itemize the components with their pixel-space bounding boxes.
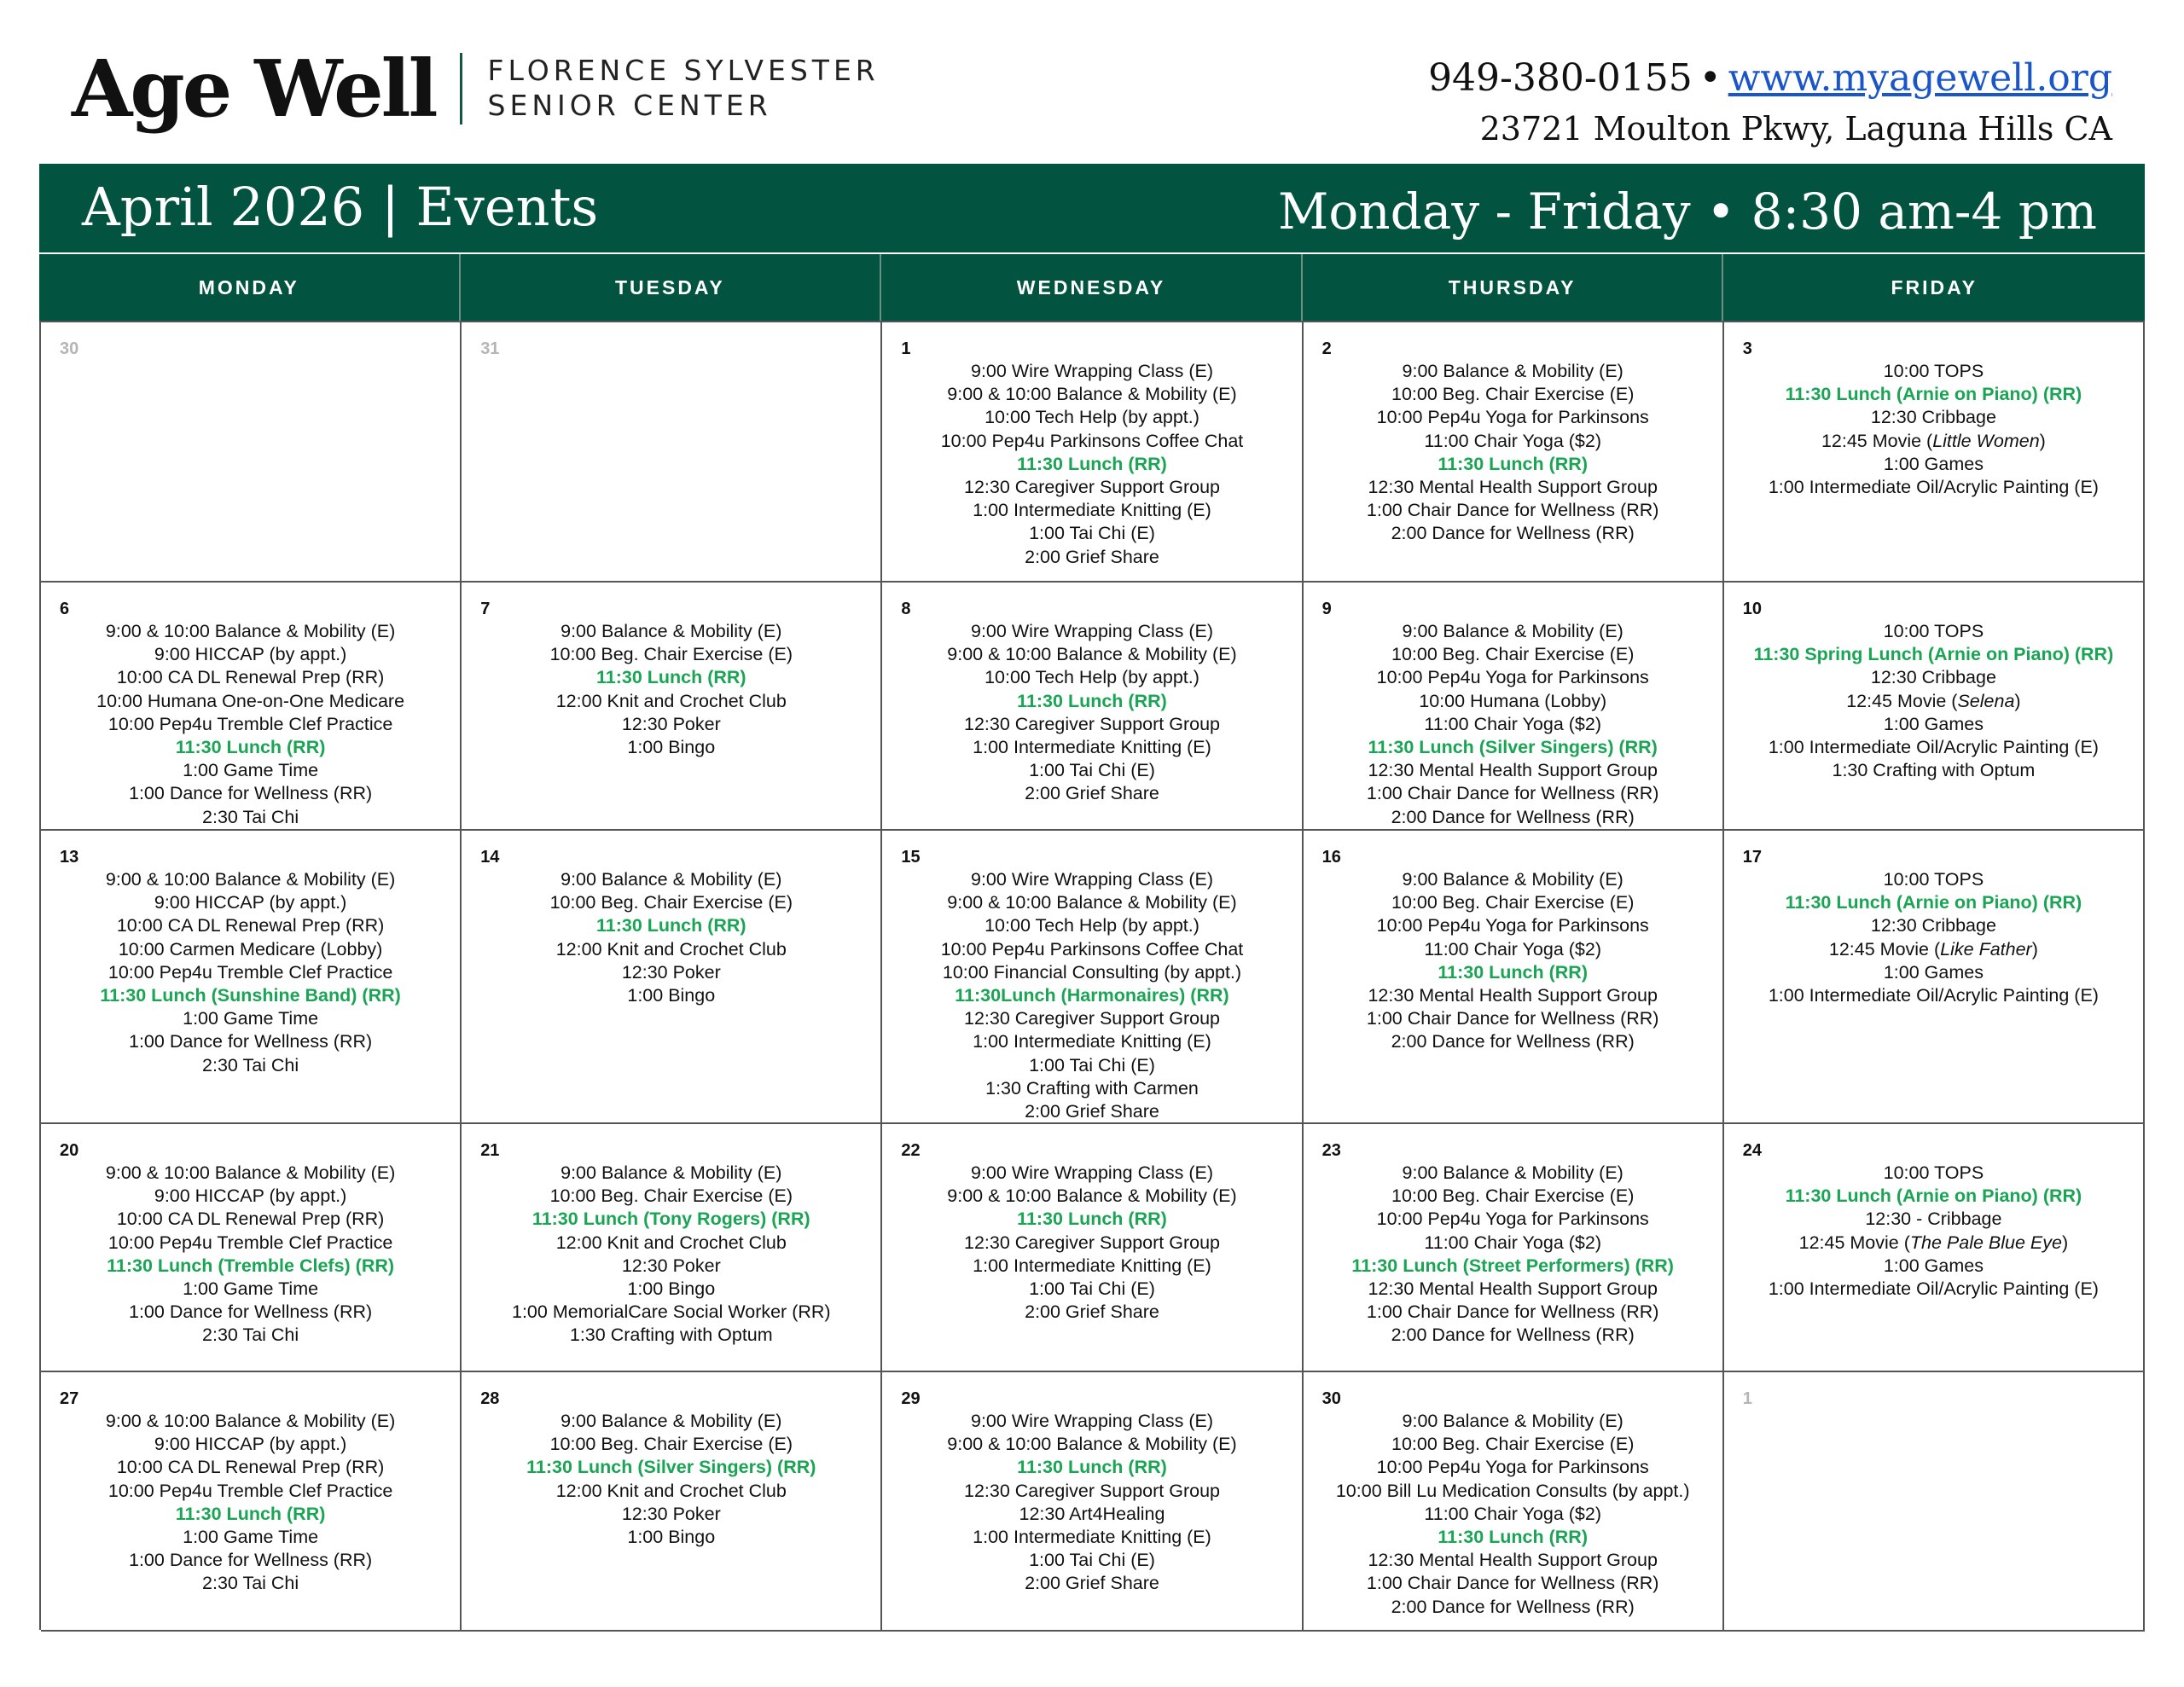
event-item: 2:30 Tai Chi bbox=[202, 1573, 299, 1594]
event-item: 1:00 Chair Dance for Wellness (RR) bbox=[1366, 1301, 1659, 1323]
event-item: 10:00 Pep4u Tremble Clef Practice bbox=[107, 1232, 393, 1253]
event-item: 1:00 Game Time bbox=[183, 1278, 319, 1300]
lunch-event: 11:30 Lunch (RR) bbox=[1438, 1527, 1588, 1548]
day-number: 27 bbox=[60, 1389, 79, 1408]
event-item: 12:30 Mental Health Support Group bbox=[1368, 1550, 1658, 1571]
event-item: 11:00 Chair Yoga ($2) bbox=[1424, 713, 1601, 734]
lunch-event: 11:30 Lunch (RR) bbox=[1017, 1209, 1167, 1230]
lunch-event: 11:30 Spring Lunch (Arnie on Piano) (RR) bbox=[1753, 644, 2114, 665]
event-item: 11:00 Chair Yoga ($2) bbox=[1424, 1503, 1601, 1524]
event-list bbox=[1724, 360, 2143, 499]
event-item: 2:30 Tai Chi bbox=[202, 1054, 299, 1075]
page-title: April 2026 | Events bbox=[82, 176, 599, 238]
event-item: 1:00 Chair Dance for Wellness (RR) bbox=[1366, 1008, 1659, 1029]
event-item bbox=[1724, 690, 2143, 713]
event-item: 2:00 Dance for Wellness (RR) bbox=[1391, 523, 1635, 544]
event-item: 9:00 & 10:00 Balance & Mobility (E) bbox=[105, 621, 396, 641]
day-cell bbox=[462, 1372, 882, 1632]
event-item: 9:00 Balance & Mobility (E) bbox=[561, 869, 782, 890]
event-item bbox=[1724, 938, 2143, 961]
lunch-event: 11:30 Lunch (Arnie on Piano) (RR) bbox=[1785, 1186, 2082, 1207]
event-item: 12:30 Caregiver Support Group bbox=[964, 1008, 1220, 1029]
lunch-event: 11:30 Lunch (RR) bbox=[1438, 453, 1588, 474]
day-number: 9 bbox=[1321, 600, 1332, 618]
event-item: 2:00 Dance for Wellness (RR) bbox=[1391, 1325, 1635, 1346]
day-cell bbox=[41, 322, 462, 583]
event-item: 9:00 & 10:00 Balance & Mobility (E) bbox=[105, 1411, 396, 1431]
event-item: 1:00 Bingo bbox=[627, 1527, 716, 1548]
event-item: 12:00 Knit and Crochet Club bbox=[555, 690, 787, 711]
event-item: 10:00 Beg. Chair Exercise (E) bbox=[1391, 384, 1635, 405]
event-item: 10:00 Beg. Chair Exercise (E) bbox=[549, 1186, 793, 1207]
event-list bbox=[41, 868, 460, 1077]
event-item: 9:00 Balance & Mobility (E) bbox=[561, 621, 782, 641]
event-item: 2:00 Grief Share bbox=[1025, 1301, 1159, 1323]
event-item: 2:00 Dance for Wellness (RR) bbox=[1391, 1596, 1635, 1617]
lunch-event: 11:30 Lunch (RR) bbox=[1017, 453, 1167, 474]
day-number: 6 bbox=[60, 600, 70, 618]
event-item: 9:00 HICCAP (by appt.) bbox=[154, 1434, 347, 1455]
event-item: 1:00 Game Time bbox=[183, 1527, 319, 1548]
event-item: 1:00 Dance for Wellness (RR) bbox=[129, 783, 373, 804]
event-item: 12:30 Caregiver Support Group bbox=[964, 477, 1220, 498]
event-item: 12:30 Caregiver Support Group bbox=[964, 713, 1220, 734]
event-list bbox=[1304, 620, 1722, 829]
event-list bbox=[462, 620, 880, 759]
logo-subtitle-line1: FLORENCE SYLVESTER bbox=[487, 54, 880, 88]
event-item: 1:00 Bingo bbox=[627, 1278, 716, 1300]
day-number: 24 bbox=[1742, 1141, 1763, 1160]
event-item: 10:00 Beg. Chair Exercise (E) bbox=[1391, 644, 1635, 665]
event-item: 2:30 Tai Chi bbox=[202, 806, 299, 827]
day-number: 3 bbox=[1742, 339, 1752, 358]
event-item: 9:00 Wire Wrapping Class (E) bbox=[971, 1162, 1213, 1183]
movie-title: Little Women bbox=[1932, 430, 2040, 451]
day-cell bbox=[1724, 1372, 2145, 1632]
day-number: 31 bbox=[480, 339, 500, 358]
event-item: 12:30 Caregiver Support Group bbox=[964, 1480, 1220, 1501]
event-item: 10:00 Pep4u Tremble Clef Practice bbox=[107, 1480, 393, 1501]
event-item: 1:00 Bingo bbox=[627, 737, 716, 758]
event-item: 9:00 HICCAP (by appt.) bbox=[154, 892, 347, 913]
day-cell bbox=[1304, 831, 1724, 1124]
event-list bbox=[882, 360, 1301, 569]
lunch-event: 11:30 Lunch (Silver Singers) (RR) bbox=[526, 1457, 816, 1478]
event-item: 1:00 Tai Chi (E) bbox=[1029, 523, 1155, 544]
event-item: 10:00 Humana One-on-One Medicare bbox=[96, 690, 405, 711]
event-item: 10:00 CA DL Renewal Prep (RR) bbox=[116, 1209, 385, 1230]
event-item: 9:00 & 10:00 Balance & Mobility (E) bbox=[947, 644, 1237, 665]
event-item: 2:00 Dance for Wellness (RR) bbox=[1391, 806, 1635, 827]
event-text: ) bbox=[2061, 1232, 2069, 1253]
day-number: 1 bbox=[901, 339, 911, 358]
event-item: 1:00 Intermediate Knitting (E) bbox=[973, 737, 1211, 758]
event-item: 12:30 Cribbage bbox=[1870, 407, 1996, 428]
day-number: 30 bbox=[60, 339, 79, 358]
event-item: 9:00 & 10:00 Balance & Mobility (E) bbox=[947, 1434, 1237, 1455]
event-item: 10:00 Beg. Chair Exercise (E) bbox=[549, 1434, 793, 1455]
event-item: 1:30 Crafting with Carmen bbox=[985, 1077, 1199, 1099]
calendar-grid bbox=[39, 321, 2145, 1630]
event-item: 12:30 Cribbage bbox=[1870, 915, 1996, 936]
lunch-event: 11:30 Lunch (Tremble Clefs) (RR) bbox=[107, 1255, 395, 1276]
event-item: 9:00 Balance & Mobility (E) bbox=[561, 1162, 782, 1183]
event-item: 1:00 Intermediate Knitting (E) bbox=[973, 1527, 1211, 1548]
event-item: 9:00 Wire Wrapping Class (E) bbox=[971, 869, 1213, 890]
age-well-logo bbox=[72, 43, 880, 135]
event-item: 9:00 Balance & Mobility (E) bbox=[1402, 621, 1623, 641]
event-item: 10:00 Pep4u Parkinsons Coffee Chat bbox=[940, 938, 1244, 959]
day-number: 29 bbox=[901, 1389, 921, 1408]
title-banner bbox=[39, 164, 2145, 252]
event-item bbox=[1724, 430, 2143, 453]
event-list bbox=[1304, 1410, 1722, 1619]
event-item: 10:00 Pep4u Yoga for Parkinsons bbox=[1376, 1457, 1649, 1478]
event-item: 9:00 & 10:00 Balance & Mobility (E) bbox=[947, 384, 1237, 405]
event-list bbox=[1724, 620, 2143, 782]
event-item: 1:00 Chair Dance for Wellness (RR) bbox=[1366, 783, 1659, 804]
day-number: 20 bbox=[60, 1141, 79, 1160]
event-item: 10:00 Beg. Chair Exercise (E) bbox=[549, 644, 793, 665]
weekday-header-row bbox=[39, 254, 2145, 321]
event-item: 9:00 & 10:00 Balance & Mobility (E) bbox=[105, 869, 396, 890]
event-item: 9:00 & 10:00 Balance & Mobility (E) bbox=[105, 1162, 396, 1183]
event-item: 1:30 Crafting with Optum bbox=[1832, 760, 2036, 781]
event-item: 10:00 Pep4u Yoga for Parkinsons bbox=[1376, 407, 1649, 428]
event-list bbox=[1304, 1162, 1722, 1348]
day-number: 8 bbox=[901, 600, 911, 618]
event-item: 1:00 Intermediate Knitting (E) bbox=[973, 500, 1211, 521]
event-item: 9:00 Balance & Mobility (E) bbox=[1402, 1162, 1623, 1183]
event-list bbox=[462, 1162, 880, 1348]
day-cell bbox=[462, 322, 882, 583]
event-item: 1:00 Intermediate Knitting (E) bbox=[973, 1031, 1211, 1052]
movie-title: The Pale Blue Eye bbox=[1909, 1232, 2062, 1253]
event-list bbox=[1724, 868, 2143, 1007]
day-cell bbox=[1724, 831, 2145, 1124]
event-list bbox=[41, 1162, 460, 1348]
event-item: 12:30 Cribbage bbox=[1870, 667, 1996, 688]
day-number: 30 bbox=[1321, 1389, 1341, 1408]
day-cell bbox=[882, 322, 1303, 583]
event-item: 10:00 Pep4u Yoga for Parkinsons bbox=[1376, 667, 1649, 688]
day-cell bbox=[1724, 1124, 2145, 1372]
event-item: 9:00 & 10:00 Balance & Mobility (E) bbox=[947, 892, 1237, 913]
event-list bbox=[41, 1410, 460, 1596]
day-cell bbox=[462, 1124, 882, 1372]
event-item: 1:00 Dance for Wellness (RR) bbox=[129, 1550, 373, 1571]
event-text: 12:45 Movie ( bbox=[1846, 690, 1958, 711]
event-item: 1:00 Games bbox=[1883, 713, 1984, 734]
event-text: ) bbox=[2031, 938, 2038, 959]
logo-subtitle-line2: SENIOR CENTER bbox=[487, 89, 772, 122]
event-item: 12:30 Poker bbox=[621, 713, 721, 734]
day-cell bbox=[882, 831, 1303, 1124]
event-item: 10:00 Tech Help (by appt.) bbox=[985, 667, 1199, 688]
phone-number: 949-380-0155 bbox=[1428, 56, 1693, 100]
event-item: 10:00 Beg. Chair Exercise (E) bbox=[549, 892, 793, 913]
event-item: 12:30 - Cribbage bbox=[1865, 1209, 2002, 1230]
day-number: 2 bbox=[1321, 339, 1332, 358]
day-number: 14 bbox=[480, 848, 500, 867]
event-item: 10:00 TOPS bbox=[1883, 361, 1984, 381]
event-item: 10:00 TOPS bbox=[1883, 621, 1984, 641]
event-item: 9:00 Balance & Mobility (E) bbox=[1402, 1411, 1623, 1431]
event-item: 9:00 HICCAP (by appt.) bbox=[154, 644, 347, 665]
event-item: 1:00 Intermediate Knitting (E) bbox=[973, 1255, 1211, 1276]
logo-subtitle bbox=[488, 56, 880, 120]
event-item: 1:00 Tai Chi (E) bbox=[1029, 1278, 1155, 1300]
event-list bbox=[1304, 360, 1722, 546]
event-item: 10:00 Pep4u Yoga for Parkinsons bbox=[1376, 915, 1649, 936]
event-item: 1:00 Games bbox=[1883, 961, 1984, 983]
logo-divider bbox=[460, 53, 462, 125]
day-number: 17 bbox=[1742, 848, 1763, 867]
day-cell bbox=[41, 831, 462, 1124]
day-number: 1 bbox=[1742, 1389, 1752, 1408]
event-item: 12:30 Poker bbox=[621, 1503, 721, 1524]
day-cell bbox=[1304, 322, 1724, 583]
day-number: 22 bbox=[901, 1141, 921, 1160]
event-item: 1:00 Tai Chi (E) bbox=[1029, 1550, 1155, 1571]
event-item: 9:00 Wire Wrapping Class (E) bbox=[971, 361, 1213, 381]
event-list bbox=[882, 1410, 1301, 1596]
event-item: 1:00 Intermediate Oil/Acrylic Painting (E) bbox=[1768, 1278, 2099, 1300]
event-item: 12:30 Caregiver Support Group bbox=[964, 1232, 1220, 1253]
event-item: 11:00 Chair Yoga ($2) bbox=[1424, 1232, 1601, 1253]
day-cell bbox=[462, 583, 882, 831]
event-list bbox=[882, 868, 1301, 1123]
day-number: 10 bbox=[1742, 600, 1763, 618]
day-cell bbox=[1304, 1372, 1724, 1632]
event-text: ) bbox=[2039, 430, 2046, 451]
lunch-event: 11:30 Lunch (RR) bbox=[595, 667, 746, 688]
separator-dot: • bbox=[1699, 56, 1722, 100]
day-cell bbox=[1304, 1124, 1724, 1372]
lunch-event: 11:30 Lunch (Arnie on Piano) (RR) bbox=[1785, 384, 2082, 405]
event-item: 1:00 Game Time bbox=[183, 1008, 319, 1029]
lunch-event: 11:30 Lunch (RR) bbox=[175, 1503, 326, 1524]
event-item: 10:00 Pep4u Yoga for Parkinsons bbox=[1376, 1209, 1649, 1230]
event-item: 1:00 Intermediate Oil/Acrylic Painting (E) bbox=[1768, 737, 2099, 758]
day-cell bbox=[882, 1124, 1303, 1372]
movie-title: Like Father bbox=[1940, 938, 2032, 959]
event-item: 1:00 Tai Chi (E) bbox=[1029, 760, 1155, 781]
event-item: 1:00 Game Time bbox=[183, 760, 319, 781]
lunch-event: 11:30 Lunch (RR) bbox=[1017, 690, 1167, 711]
event-item: 9:00 & 10:00 Balance & Mobility (E) bbox=[947, 1186, 1237, 1207]
event-list bbox=[882, 620, 1301, 806]
event-item: 10:00 Pep4u Tremble Clef Practice bbox=[107, 713, 393, 734]
event-item: 11:00 Chair Yoga ($2) bbox=[1424, 430, 1601, 451]
event-item: 12:30 Mental Health Support Group bbox=[1368, 477, 1658, 498]
day-cell bbox=[1304, 583, 1724, 831]
event-item: 2:00 Grief Share bbox=[1025, 1573, 1159, 1594]
event-item: 1:30 Crafting with Optum bbox=[569, 1325, 773, 1346]
event-item: 11:00 Chair Yoga ($2) bbox=[1424, 938, 1601, 959]
event-item: 12:30 Mental Health Support Group bbox=[1368, 1278, 1658, 1300]
weekday-header-thursday: THURSDAY bbox=[1303, 254, 1724, 321]
lunch-event: 11:30 Lunch (Arnie on Piano) (RR) bbox=[1785, 892, 2082, 913]
day-number: 7 bbox=[480, 600, 491, 618]
event-text: 12:45 Movie ( bbox=[1798, 1232, 1910, 1253]
lunch-event: 11:30 Lunch (RR) bbox=[175, 737, 326, 758]
event-item: 1:00 Tai Chi (E) bbox=[1029, 1054, 1155, 1075]
event-item: 2:00 Grief Share bbox=[1025, 546, 1159, 567]
day-cell bbox=[882, 583, 1303, 831]
day-cell bbox=[462, 831, 882, 1124]
event-text: 12:45 Movie ( bbox=[1828, 938, 1941, 959]
day-cell bbox=[1724, 583, 2145, 831]
address: 23721 Moulton Pkwy, Laguna Hills CA bbox=[1479, 110, 2112, 148]
event-item: 9:00 Wire Wrapping Class (E) bbox=[971, 1411, 1213, 1431]
event-item: 2:00 Dance for Wellness (RR) bbox=[1391, 1031, 1635, 1052]
event-item: 9:00 Wire Wrapping Class (E) bbox=[971, 621, 1213, 641]
day-number: 13 bbox=[60, 848, 79, 867]
lunch-event: 11:30 Lunch (RR) bbox=[595, 915, 746, 936]
event-item: 10:00 TOPS bbox=[1883, 1162, 1984, 1183]
weekday-header-tuesday: TUESDAY bbox=[461, 254, 882, 321]
event-item: 10:00 Tech Help (by appt.) bbox=[985, 915, 1199, 936]
event-item: 10:00 TOPS bbox=[1883, 869, 1984, 890]
lunch-event: 11:30 Lunch (Street Performers) (RR) bbox=[1351, 1255, 1674, 1276]
event-item bbox=[1724, 1232, 2143, 1255]
event-item: 12:00 Knit and Crochet Club bbox=[555, 938, 787, 959]
event-item: 10:00 Beg. Chair Exercise (E) bbox=[1391, 1186, 1635, 1207]
event-item: 10:00 Financial Consulting (by appt.) bbox=[942, 961, 1242, 983]
event-item: 10:00 Pep4u Parkinsons Coffee Chat bbox=[940, 430, 1244, 451]
website-link[interactable]: www.myagewell.org bbox=[1728, 56, 2112, 100]
event-item: 1:00 Games bbox=[1883, 1255, 1984, 1276]
event-item: 12:30 Poker bbox=[621, 961, 721, 983]
weekday-header-wednesday: WEDNESDAY bbox=[881, 254, 1303, 321]
event-item: 1:00 Bingo bbox=[627, 985, 716, 1006]
event-item: 12:30 Poker bbox=[621, 1255, 721, 1276]
weekday-header-monday: MONDAY bbox=[39, 254, 461, 321]
event-item: 12:30 Art4Healing bbox=[1019, 1503, 1165, 1524]
event-item: 10:00 CA DL Renewal Prep (RR) bbox=[116, 1457, 385, 1478]
event-item: 12:30 Mental Health Support Group bbox=[1368, 760, 1658, 781]
event-item: 1:00 Intermediate Oil/Acrylic Painting (E) bbox=[1768, 985, 2099, 1006]
event-item: 9:00 HICCAP (by appt.) bbox=[154, 1186, 347, 1207]
event-item: 9:00 Balance & Mobility (E) bbox=[1402, 869, 1623, 890]
lunch-event: 11:30 Lunch (RR) bbox=[1438, 961, 1588, 983]
event-list bbox=[41, 620, 460, 829]
event-item: 10:00 Tech Help (by appt.) bbox=[985, 407, 1199, 428]
event-item: 2:00 Grief Share bbox=[1025, 1101, 1159, 1122]
event-text: ) bbox=[2014, 690, 2021, 711]
event-item: 10:00 Pep4u Tremble Clef Practice bbox=[107, 961, 393, 983]
event-item: 1:00 Chair Dance for Wellness (RR) bbox=[1366, 1573, 1659, 1594]
day-cell bbox=[882, 1372, 1303, 1632]
event-item: 1:00 Games bbox=[1883, 453, 1984, 474]
event-list bbox=[462, 1410, 880, 1549]
weekday-header-friday: FRIDAY bbox=[1891, 275, 1978, 299]
event-item: 9:00 Balance & Mobility (E) bbox=[1402, 361, 1623, 381]
event-list bbox=[1304, 868, 1722, 1054]
contact-info bbox=[1428, 56, 2112, 148]
event-list bbox=[1724, 1162, 2143, 1301]
day-cell bbox=[1724, 322, 2145, 583]
event-item: 1:00 MemorialCare Social Worker (RR) bbox=[512, 1301, 831, 1323]
event-item: 9:00 Balance & Mobility (E) bbox=[561, 1411, 782, 1431]
logo-wordmark: Age Well bbox=[72, 43, 436, 135]
day-number: 15 bbox=[901, 848, 921, 867]
event-item: 2:00 Grief Share bbox=[1025, 783, 1159, 804]
event-item: 12:00 Knit and Crochet Club bbox=[555, 1232, 787, 1253]
lunch-event: 11:30 Lunch (Silver Singers) (RR) bbox=[1368, 737, 1658, 758]
event-item: 10:00 Humana (Lobby) bbox=[1419, 690, 1607, 711]
event-item: 1:00 Chair Dance for Wellness (RR) bbox=[1366, 500, 1659, 521]
lunch-event: 11:30 Lunch (Sunshine Band) (RR) bbox=[100, 985, 401, 1006]
event-list bbox=[462, 868, 880, 1007]
movie-title: Selena bbox=[1957, 690, 2015, 711]
event-item: 10:00 Beg. Chair Exercise (E) bbox=[1391, 892, 1635, 913]
day-number: 16 bbox=[1321, 848, 1341, 867]
event-item: 10:00 CA DL Renewal Prep (RR) bbox=[116, 667, 385, 688]
lunch-event: 11:30 Lunch (RR) bbox=[1017, 1457, 1167, 1478]
day-number: 28 bbox=[480, 1389, 500, 1408]
day-cell bbox=[41, 583, 462, 831]
event-item: 10:00 CA DL Renewal Prep (RR) bbox=[116, 915, 385, 936]
event-text: 12:45 Movie ( bbox=[1821, 430, 1933, 451]
lunch-event: 11:30 Lunch (Tony Rogers) (RR) bbox=[531, 1209, 810, 1230]
event-item: 12:00 Knit and Crochet Club bbox=[555, 1480, 787, 1501]
event-item: 1:00 Dance for Wellness (RR) bbox=[129, 1301, 373, 1323]
day-cell bbox=[41, 1372, 462, 1632]
day-number: 21 bbox=[480, 1141, 500, 1160]
lunch-event: 11:30Lunch (Harmonaires) (RR) bbox=[955, 985, 1229, 1006]
event-item: 12:30 Mental Health Support Group bbox=[1368, 985, 1658, 1006]
event-item: 10:00 Beg. Chair Exercise (E) bbox=[1391, 1434, 1635, 1455]
event-item: 10:00 Carmen Medicare (Lobby) bbox=[118, 938, 383, 959]
event-item: 1:00 Intermediate Oil/Acrylic Painting (E) bbox=[1768, 477, 2099, 498]
day-cell bbox=[41, 1124, 462, 1372]
day-number: 23 bbox=[1321, 1141, 1341, 1160]
event-item: 10:00 Bill Lu Medication Consults (by appt.) bbox=[1335, 1480, 1690, 1501]
event-list bbox=[882, 1162, 1301, 1324]
hours-text: Monday - Friday • 8:30 am-4 pm bbox=[1277, 183, 2097, 241]
event-item: 1:00 Dance for Wellness (RR) bbox=[129, 1031, 373, 1052]
event-item: 2:30 Tai Chi bbox=[202, 1325, 299, 1346]
